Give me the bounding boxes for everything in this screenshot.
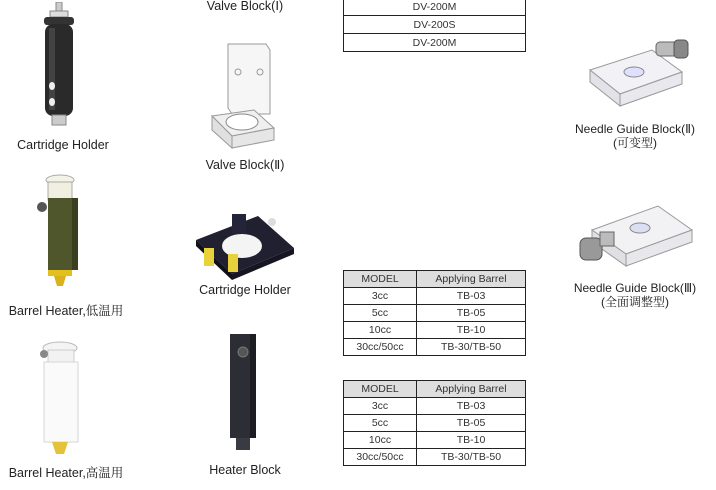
valve-model-cell: DV-200M [344, 0, 526, 16]
barrel-cell: TB-30/TB-50 [417, 449, 526, 466]
column-header-model: MODEL [344, 381, 417, 398]
table-row [344, 288, 526, 305]
barrel-cell: TB-30/TB-50 [417, 339, 526, 356]
needle-guide-block-2-caption [557, 122, 713, 150]
barrel-heater-low-caption: Barrel Heater,低温用 [8, 304, 124, 318]
column-header-applying-barrel: Applying Barrel [417, 271, 526, 288]
table-row [344, 322, 526, 339]
cartridge-holder-image [30, 2, 90, 134]
table-row [344, 305, 526, 322]
barrel-heater-low-image [34, 172, 86, 292]
needle-guide-block-3-title: Needle Guide Block(Ⅲ) [573, 281, 697, 295]
barrel-cell: TB-10 [417, 432, 526, 449]
table-row [344, 339, 526, 356]
needle-guide-block-3-subtitle: (全面调整型) [601, 295, 669, 309]
model-cell: 10cc [344, 432, 417, 449]
barrel-cell: TB-05 [417, 305, 526, 322]
barrel-table-1 [343, 270, 526, 356]
table-row [344, 415, 526, 432]
barrel-cell: TB-10 [417, 322, 526, 339]
barrel-table-2 [343, 380, 526, 466]
cartridge-holder-2-caption: Cartridge Holder [199, 283, 291, 297]
table-header-row [344, 271, 526, 288]
heater-block-caption: Heater Block [209, 463, 281, 477]
model-cell: 3cc [344, 398, 417, 415]
table-row [344, 34, 526, 52]
barrel-cell: TB-03 [417, 398, 526, 415]
table-row [344, 449, 526, 466]
table-header-row [344, 381, 526, 398]
table-row [344, 398, 526, 415]
needle-guide-block-2-subtitle: (可变型) [613, 136, 657, 150]
table-row [344, 16, 526, 34]
valve-block-1-caption: Valve Block(Ⅰ) [206, 0, 284, 13]
model-cell: 3cc [344, 288, 417, 305]
valve-model-table [343, 0, 526, 52]
valve-block-2-image [204, 40, 280, 152]
table-row [344, 0, 526, 16]
barrel-heater-high-caption: Barrel Heater,高温用 [8, 466, 124, 480]
valve-block-2-caption: Valve Block(Ⅱ) [205, 158, 285, 172]
cartridge-holder-caption: Cartridge Holder [17, 138, 109, 152]
model-cell: 30cc/50cc [344, 339, 417, 356]
barrel-cell: TB-05 [417, 415, 526, 432]
model-cell: 5cc [344, 305, 417, 322]
valve-model-cell: DV-200M [344, 34, 526, 52]
model-cell: 10cc [344, 322, 417, 339]
column-header-model: MODEL [344, 271, 417, 288]
needle-guide-block-3-image [578, 196, 696, 272]
needle-guide-block-2-image [582, 36, 694, 110]
model-cell: 5cc [344, 415, 417, 432]
valve-model-cell: DV-200S [344, 16, 526, 34]
barrel-heater-high-image [36, 338, 86, 460]
column-header-applying-barrel: Applying Barrel [417, 381, 526, 398]
needle-guide-block-3-caption [557, 281, 713, 309]
barrel-cell: TB-03 [417, 288, 526, 305]
needle-guide-block-2-title: Needle Guide Block(Ⅱ) [575, 122, 695, 136]
model-cell: 30cc/50cc [344, 449, 417, 466]
table-row [344, 432, 526, 449]
heater-block-image [226, 332, 262, 454]
cartridge-holder-2-image [192, 210, 298, 282]
